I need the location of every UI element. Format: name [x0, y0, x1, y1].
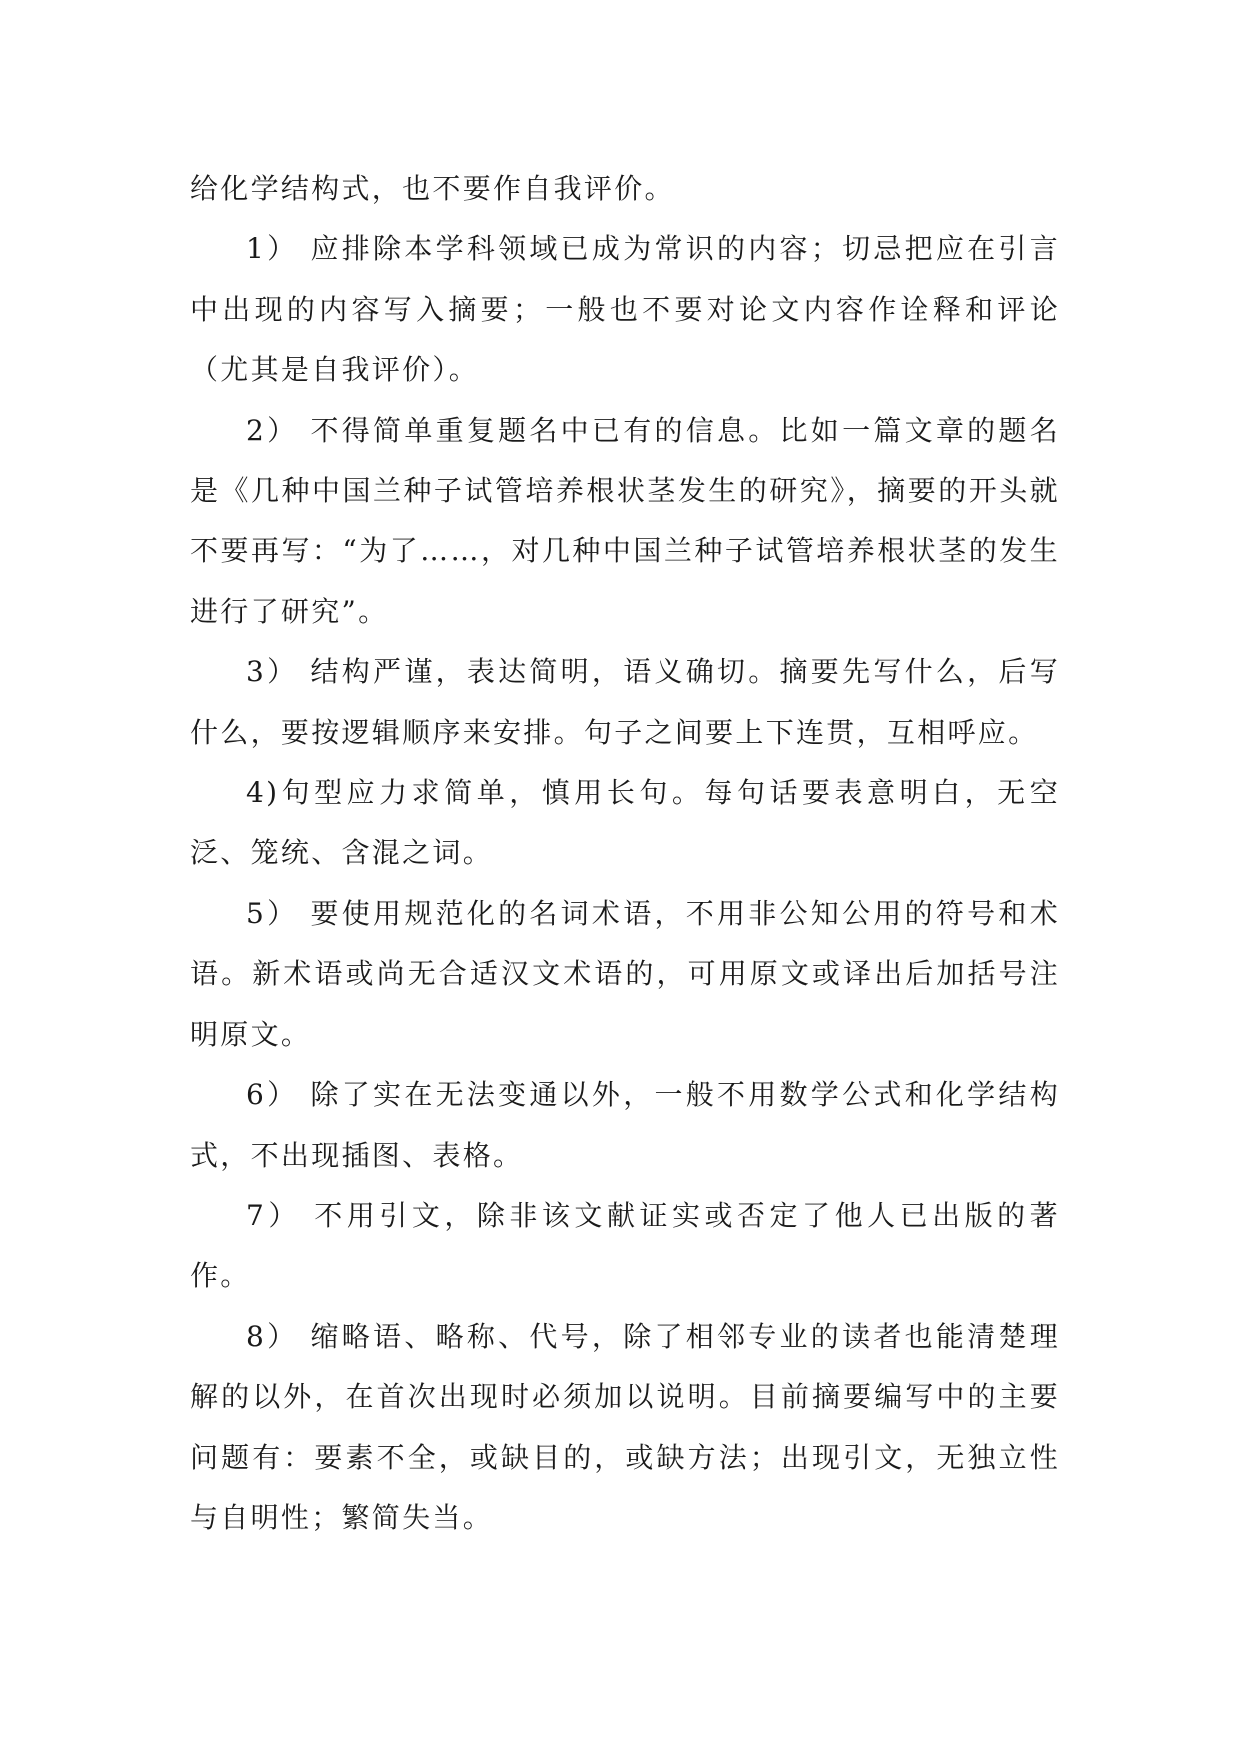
paragraph-item-4: 4)句型应力求简单，慎用长句。每句话要表意明白，无空泛、笼统、含混之词。	[190, 776, 1060, 870]
paragraph-item-3: 3） 结构严谨，表达简明，语义确切。摘要先写什么，后写什么，要按逻辑顺序来安排。句子之间要上下连贯，互相呼应。	[190, 655, 1060, 749]
document-body	[190, 159, 1060, 1548]
paragraph-item-2: 2） 不得简单重复题名中已有的信息。比如一篇文章的题名是《几种中国兰种子试管培养根状茎发生的研究》，摘要的开头就不要再写：“为了……，对几种中国兰种子试管培养根状茎的发生进行了研究”。	[190, 413, 1060, 628]
paragraph-item-7: 7） 不用引文，除非该文献证实或否定了他人已出版的著作。	[190, 1198, 1060, 1293]
paragraph-item-5: 5） 要使用规范化的名词术语，不用非公知公用的符号和术语。新术语或尚无合适汉文术语的，可用原文或译出后加括号注明原文。	[190, 896, 1060, 1051]
paragraph-continuation: 给化学结构式，也不要作自我评价。	[190, 172, 675, 205]
paragraph-item-1: 1） 应排除本学科领域已成为常识的内容；切忌把应在引言中出现的内容写入摘要；一般也不要对论文内容作诠释和评论（尤其是自我评价）。	[190, 232, 1060, 387]
paragraph-item-8: 8） 缩略语、略称、代号，除了相邻专业的读者也能清楚理解的以外，在首次出现时必须加以说明。目前摘要编写中的主要问题有：要素不全，或缺目的，或缺方法；出现引文，无独立性与自明性；繁简失当。	[190, 1319, 1060, 1534]
paragraph-item-6: 6） 除了实在无法变通以外，一般不用数学公式和化学结构式，不出现插图、表格。	[190, 1078, 1060, 1172]
